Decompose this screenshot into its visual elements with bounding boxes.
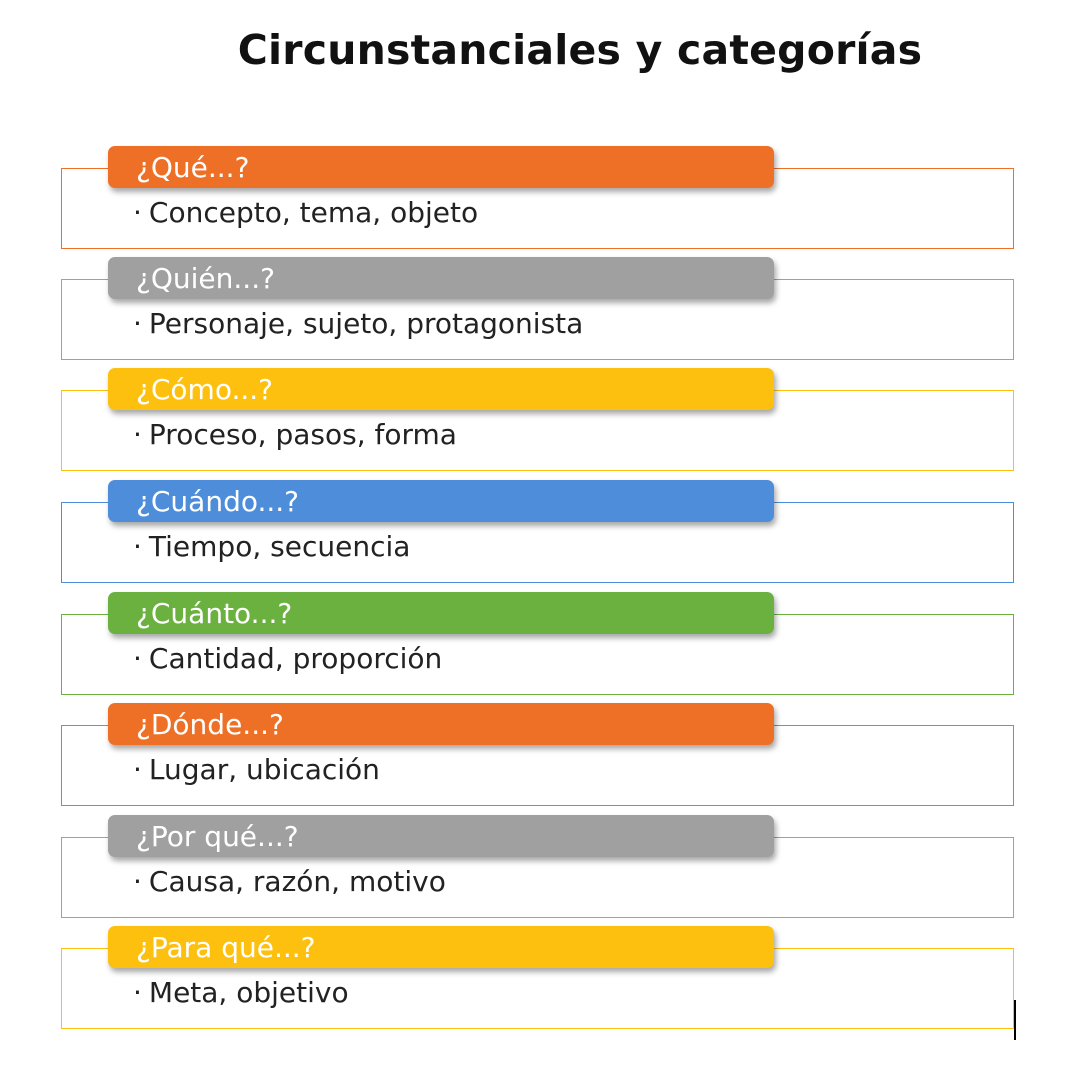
category-description <box>133 196 478 229</box>
category-item-cuanto <box>0 592 1080 702</box>
category-header: ¿Dónde...? <box>108 703 774 745</box>
category-description-text: Cantidad, proporción <box>148 642 443 675</box>
category-header: ¿Cuánto...? <box>108 592 774 634</box>
category-description <box>133 530 410 563</box>
category-item-que <box>0 146 1080 256</box>
category-item-quien <box>0 257 1080 367</box>
bullet: · <box>133 642 142 675</box>
category-description-text: Concepto, tema, objeto <box>148 196 479 229</box>
category-description-text: Causa, razón, motivo <box>148 865 446 898</box>
bullet: · <box>133 865 142 898</box>
category-description <box>133 642 442 675</box>
bullet: · <box>133 418 142 451</box>
category-description-text: Meta, objetivo <box>148 976 349 1009</box>
category-item-cuando <box>0 480 1080 590</box>
category-description <box>133 418 457 451</box>
text-cursor <box>1014 1000 1016 1040</box>
category-item-como <box>0 368 1080 478</box>
category-header: ¿Cuándo...? <box>108 480 774 522</box>
category-description-text: Proceso, pasos, forma <box>148 418 457 451</box>
bullet: · <box>133 530 142 563</box>
bullet: · <box>133 976 142 1009</box>
category-description-text: Lugar, ubicación <box>148 753 380 786</box>
bullet: · <box>133 196 142 229</box>
category-item-para-que <box>0 926 1080 1036</box>
category-description-text: Personaje, sujeto, protagonista <box>148 307 584 340</box>
category-description-text: Tiempo, secuencia <box>148 530 411 563</box>
category-header: ¿Cómo...? <box>108 368 774 410</box>
bullet: · <box>133 753 142 786</box>
category-description <box>133 865 446 898</box>
category-header: ¿Por qué...? <box>108 815 774 857</box>
category-header: ¿Para qué...? <box>108 926 774 968</box>
page-title: Circunstanciales y categorías <box>237 26 923 74</box>
category-description <box>133 753 380 786</box>
category-description <box>133 307 583 340</box>
category-item-por-que <box>0 815 1080 925</box>
category-item-donde <box>0 703 1080 813</box>
category-header: ¿Qué...? <box>108 146 774 188</box>
bullet: · <box>133 307 142 340</box>
category-header: ¿Quién...? <box>108 257 774 299</box>
category-description <box>133 976 349 1009</box>
